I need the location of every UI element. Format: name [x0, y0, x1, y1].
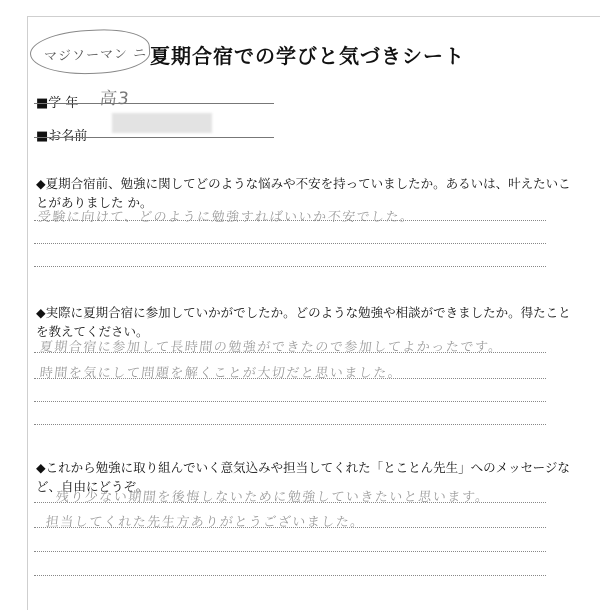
answer-line [34, 243, 546, 244]
grade-value: 高3 [98, 89, 131, 109]
answer-line [34, 527, 546, 528]
question-2: ◆実際に夏期合宿に参加していかがでしたか。どのような勉強や相談ができましたか。得たことを教えてください。 [36, 305, 571, 339]
answer-line [34, 266, 546, 267]
answer-line [34, 378, 546, 379]
answer-1-line-1: 受験に向けて、どのように勉強すればいいか不安でした。 [37, 210, 416, 225]
question-3: ◆これから勉強に取り組んでいく意気込みや担当してくれた「とことん先生」へのメッセージなど、自由にどうぞ。 [36, 460, 570, 494]
answer-line [34, 551, 546, 552]
name-label: ■お名前 [36, 129, 88, 144]
answer-line [34, 401, 546, 402]
name-underline [34, 137, 274, 138]
answer-line [34, 220, 546, 221]
answer-3-line-1: 残り少ない期間を後悔しないために勉強していきたいと思います。 [55, 490, 491, 505]
answer-line [34, 424, 546, 425]
grade-label: ■学 年 [36, 96, 79, 111]
answer-line [34, 575, 546, 576]
answer-line [34, 352, 546, 353]
answer-2-line-2: 時間を気にして問題を解くことが大切だと思いました。 [39, 366, 404, 381]
grade-underline [34, 103, 274, 104]
question-1: ◆夏期合宿前、勉強に関してどのような悩みや不安を持っていましたか。あるいは、叶えたいことがありました か。 [36, 176, 571, 210]
stamp-handwriting: マジソーマン ニ [43, 46, 148, 65]
answer-2-line-1: 夏期合宿に参加して長時間の勉強ができたので参加してよかったです。 [39, 340, 504, 355]
name-redacted [112, 113, 212, 133]
sheet-title: 夏期合宿での学びと気づきシート [150, 44, 465, 68]
answer-line [34, 502, 546, 503]
answer-3-line-2: 担当してくれた先生方ありがとうございました。 [45, 515, 366, 530]
